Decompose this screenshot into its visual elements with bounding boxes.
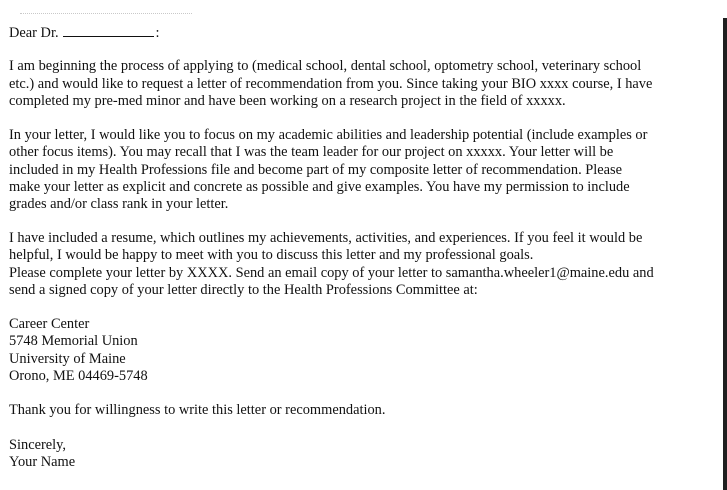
address-line: University of Maine [9,350,126,367]
paragraph-line: Please complete your letter by XXXX. Send an email copy of your letter to samantha.wheeler1@maine.edu and [9,264,654,281]
paragraph-line: make your letter as explicit and concrete as possible and give examples. You have my permission to include [9,178,630,195]
recipient-name-blank [63,24,154,37]
page-edge-divider [723,18,727,490]
paragraph-line: I have included a resume, which outlines my achievements, activities, and experiences. If you feel it would be [9,230,643,247]
paragraph-line: send a signed copy of your letter directly to the Health Professions Committee at: [9,281,478,298]
address-line: Career Center [9,316,90,333]
paragraph-line: I am beginning the process of applying to (medical school, dental school, optometry school, veterinary school [9,58,642,75]
paragraph-gap [9,385,699,402]
salutation-line [9,24,699,41]
paragraph-gap [9,41,699,58]
signature-name: Your Name [9,453,76,470]
paragraph-gap [9,213,699,230]
paragraph-gap [9,419,699,436]
paragraph-submission-instructions [9,230,699,299]
paragraph-gap [9,299,699,316]
paragraph-line: In your letter, I would like you to focus on my academic abilities and leadership potential (include examples or [9,127,648,144]
paragraph-line: grades and/or class rank in your letter. [9,195,229,212]
address-line: 5748 Memorial Union [9,333,138,350]
thank-you-line: Thank you for willingness to write this letter or recommendation. [9,402,386,419]
recommendation-request-letter [9,24,699,471]
paragraph-line: other focus items). You may recall that I was the team leader for our project on xxxxx. Your letter will be [9,144,614,161]
paragraph-gap [9,110,699,127]
paragraph-line: helpful, I would be happy to meet with you to discuss this letter and my professional goals. [9,247,534,264]
salutation-prefix: Dear Dr. [9,25,59,41]
closing-line: Sincerely, [9,436,67,453]
salutation-suffix: : [155,25,160,41]
paragraph-line: completed my pre-med minor and have been working on a research project in the field of xxxxx. [9,92,566,109]
paragraph-application-intro [9,58,699,110]
paragraph-line: included in my Health Professions file and become part of my composite letter of recommendation. Please [9,161,623,178]
mailing-address [9,316,699,385]
paragraph-letter-focus [9,127,699,213]
paragraph-line: etc.) and would like to request a letter of recommendation from you. Since taking your BIO xxxx course, I have [9,75,653,92]
address-line: Orono, ME 04469-5748 [9,367,148,384]
cropped-header-fragment [20,13,192,19]
